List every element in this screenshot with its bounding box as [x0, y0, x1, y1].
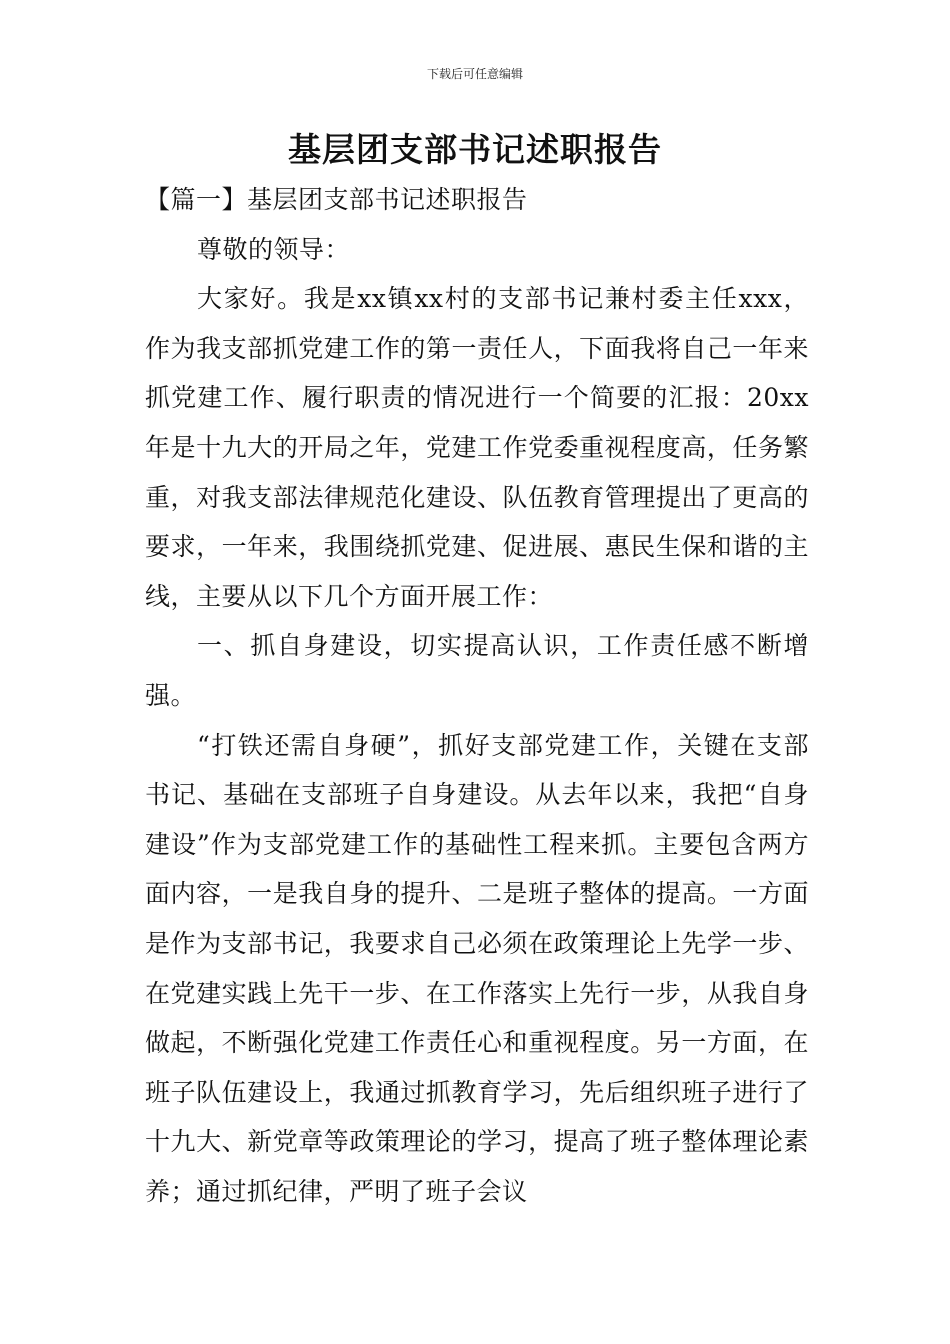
- paragraph-intro: 大家好。我是xx镇xx村的支部书记兼村委主任xxx，作为我支部抓党建工作的第一责任人，下面我将自己一年来抓党建工作、履行职责的情况进行一个简要的汇报：20xx年是十九大的开局之年，党建工作党委重视程度高，任务繁重，对我支部法律规范化建设、队伍教育管理提出了更高的要求，一年来，我围绕抓党建、促进展、惠民生保和谐的主线，主要从以下几个方面开展工作：: [145, 284, 809, 611]
- header-note: 下载后可任意编辑: [426, 67, 523, 81]
- salutation: 尊敬的领导：: [197, 234, 351, 264]
- document-body: [145, 175, 809, 1216]
- section-heading: 【篇一】基层团支部书记述职报告: [145, 185, 528, 214]
- document-title: 基层团支部书记述职报告: [288, 130, 662, 169]
- paragraph-point-one: 一、抓自身建设，切实提高认识，工作责任感不断增强。: [145, 631, 809, 710]
- paragraph-self-building: “打铁还需自身硬”，抓好支部党建工作，关键在支部书记、基础在支部班子自身建设。从去年以来，我把“自身建设”作为支部党建工作的基础性工程来抓。主要包含两方面内容，一是我自身的提升、二是班子整体的提高。一方面是作为支部书记，我要求自己必须在政策理论上先学一步、在党建实践上先干一步、在工作落实上先行一步，从我自身做起，不断强化党建工作责任心和重视程度。另一方面，在班子队伍建设上，我通过抓教育学习，先后组织班子进行了十九大、新党章等政策理论的学习，提高了班子整体理论素养；通过抓纪律，严明了班子会议: [145, 730, 809, 1206]
